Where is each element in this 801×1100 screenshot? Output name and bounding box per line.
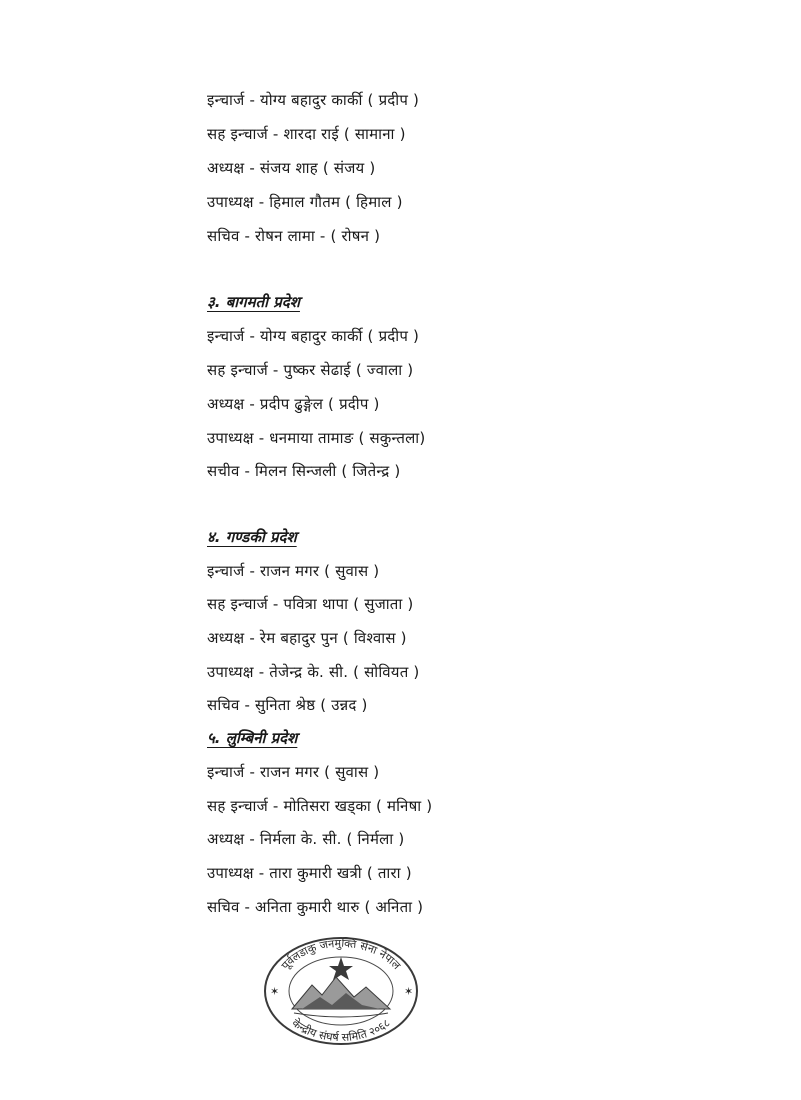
member-line: सह इन्चार्ज - मोतिसरा खड्का ( मनिषा ) (207, 797, 433, 815)
svg-text:✶: ✶ (270, 985, 280, 998)
member-line: सह इन्चार्ज - शारदा राई ( सामाना ) (207, 125, 406, 143)
stamp-text-top: पूर्वलडाकु जनमुक्ति सेना नेपाल (278, 936, 404, 973)
stamp-text-bottom: केन्द्रीय संघर्ष समिति २०६८ (289, 1016, 393, 1045)
member-line: इन्चार्ज - राजन मगर ( सुवास ) (207, 763, 380, 781)
member-line: उपाध्यक्ष - तेजेन्द्र के. सी. ( सोवियत ) (207, 663, 420, 681)
member-line: अध्यक्ष - रेम बहादुर पुन ( विश्वास ) (207, 629, 407, 647)
member-line: इन्चार्ज - योग्य बहादुर कार्की ( प्रदीप ) (207, 327, 420, 345)
member-line: सचीव - मिलन सिन्जली ( जितेन्द्र ) (207, 462, 401, 480)
svg-text:✶: ✶ (404, 985, 414, 998)
member-line: इन्चार्ज - राजन मगर ( सुवास ) (207, 562, 380, 580)
member-line: उपाध्यक्ष - तारा कुमारी खत्री ( तारा ) (207, 864, 412, 882)
member-line: उपाध्यक्ष - हिमाल गौतम ( हिमाल ) (207, 193, 403, 211)
member-line: अध्यक्ष - संजय शाह ( संजय ) (207, 159, 376, 177)
member-line: अध्यक्ष - निर्मला के. सी. ( निर्मला ) (207, 830, 405, 848)
member-line: सचिव - अनिता कुमारी थारु ( अनिता ) (207, 898, 424, 916)
member-line: सचिव - सुनिता श्रेष्ठ ( उन्नद ) (207, 696, 368, 714)
member-line: इन्चार्ज - योग्य बहादुर कार्की ( प्रदीप ) (207, 91, 420, 109)
member-line: उपाध्यक्ष - धनमाया तामाङ ( सकुन्तला) (207, 429, 426, 447)
stamp-seal-icon (262, 935, 420, 1047)
member-line: सह इन्चार्ज - पुष्कर सेढाई ( ज्वाला ) (207, 361, 414, 379)
member-line: सचिव - रोषन लामा - ( रोषन ) (207, 227, 381, 245)
section-heading: ५. लुम्बिनी प्रदेश (207, 729, 298, 747)
section-heading: ४. गण्डकी प्रदेश (207, 528, 297, 546)
section-heading: ३. बागमती प्रदेश (207, 293, 300, 311)
member-line: सह इन्चार्ज - पवित्रा थापा ( सुजाता ) (207, 595, 414, 613)
official-stamp (262, 935, 420, 1047)
member-line: अध्यक्ष - प्रदीप ढुङ्गेल ( प्रदीप ) (207, 395, 380, 413)
